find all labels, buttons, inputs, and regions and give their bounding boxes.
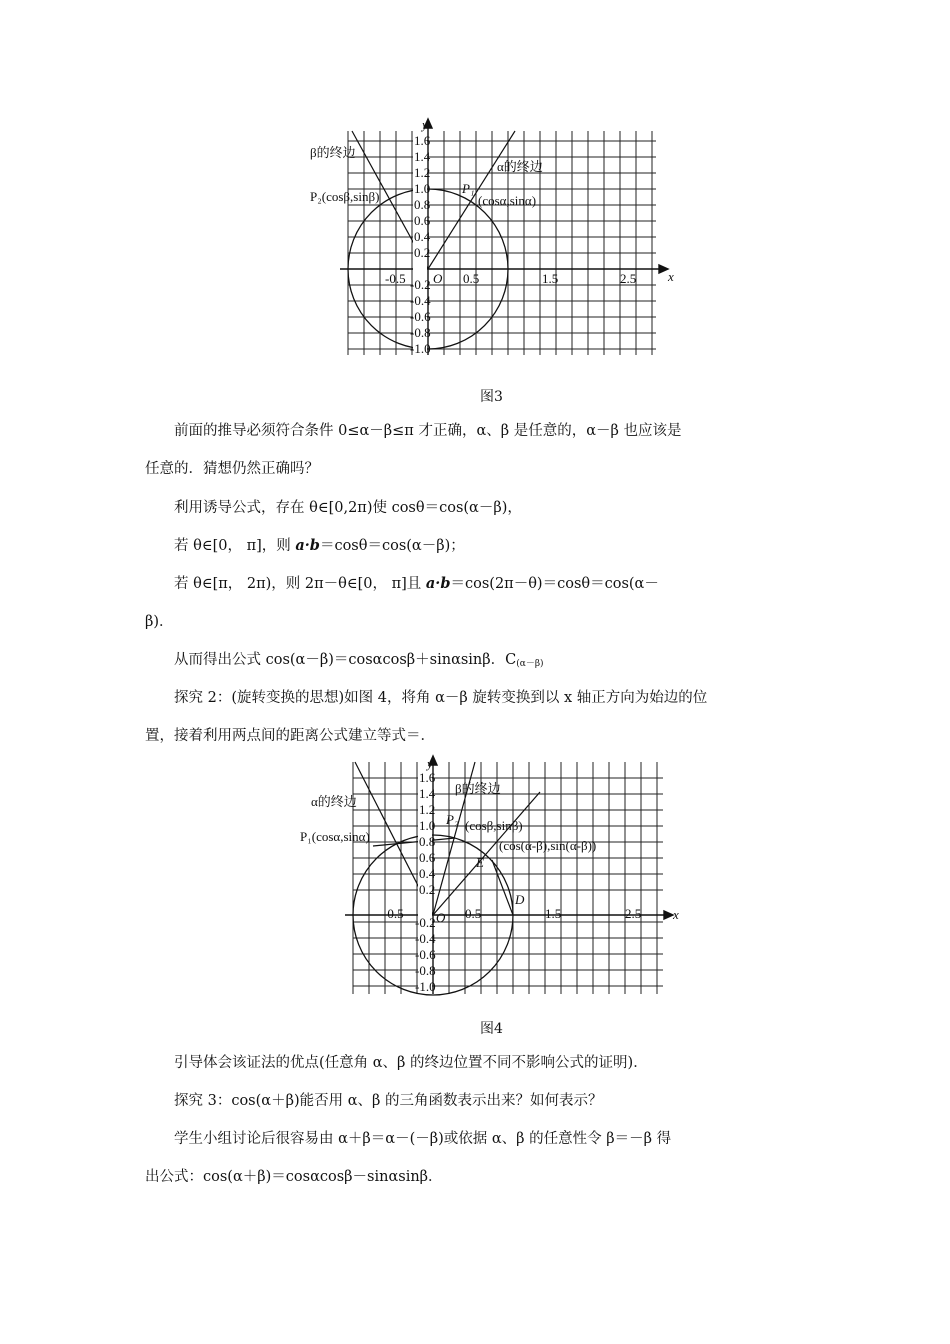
chord-e-d — [492, 860, 513, 915]
y-tick-label: -0.6 — [415, 947, 436, 962]
text-fragment: 若 θ∈[π， 2π)，则 2π－θ∈[0， π]且 — [174, 576, 426, 592]
text-line: 探究 3：cos(α＋β)能否用 α、β 的三角函数表示出来？如何表示？ — [174, 1093, 603, 1109]
y-tick-label: 0.6 — [414, 213, 431, 228]
x-tick-label: 1.5 — [545, 906, 562, 921]
origin-label: O — [436, 910, 446, 925]
text-fragment: ＝cosθ＝cos(α－β)； — [319, 538, 465, 554]
y-tick-label: 1.0 — [414, 181, 431, 196]
text-line: 利用诱导公式，存在 θ∈[0,2π)使 cosθ＝cos(α－β)， — [174, 500, 522, 516]
y-tick-labels — [410, 133, 431, 356]
paragraph-explore-2 — [145, 679, 810, 755]
origin-label: O — [433, 271, 443, 286]
y-tick-label: -0.4 — [410, 293, 431, 308]
x-tick-label: 0.5 — [463, 271, 480, 286]
x-tick-label: -0.5 — [383, 906, 404, 921]
text-line — [145, 565, 810, 603]
p1-coordinate: (cosα,sinα) — [478, 193, 537, 208]
beta-side-label: β的终边 — [455, 781, 501, 796]
y-tick-label: 1.6 — [419, 770, 436, 785]
text-line: β)． — [145, 614, 174, 630]
y-tick-labels — [415, 770, 436, 994]
y-axis-label: y — [427, 756, 433, 771]
paragraph-condition — [145, 412, 810, 488]
paragraph-case-1 — [145, 527, 810, 565]
y-tick-label: -0.2 — [410, 277, 431, 292]
paragraph-discussion — [145, 1120, 810, 1196]
y-tick-label: 0.4 — [414, 229, 431, 244]
text-line: 学生小组讨论后很容易由 α＋β＝α－(－β)或依据 α、β 的任意性令 β＝－β 得 — [174, 1131, 672, 1147]
d-label: D — [515, 892, 525, 907]
y-tick-label: 0.4 — [419, 866, 436, 881]
figure-4 — [295, 752, 695, 1002]
unit-circle-figure-4 — [295, 752, 695, 1002]
text-line: 出公式：cos(α＋β)＝cosαcosβ－sinαsinβ． — [145, 1169, 443, 1185]
y-tick-label: 1.0 — [419, 818, 436, 833]
y-tick-label: 1.2 — [419, 802, 436, 817]
text-line — [145, 641, 810, 683]
text-line: 置，接着利用两点间的距离公式建立等式＝． — [145, 728, 435, 744]
text-line: 探究 2：(旋转变换的思想)如图 4，将角 α－β 旋转变换到以 x 轴正方向为始边的位 — [174, 690, 708, 706]
p1-label: P₁(cosα,sinα) — [300, 829, 370, 844]
e-label: E — [476, 855, 484, 870]
figure-3-caption: 图3 — [480, 389, 503, 405]
p2-label: P₂ — [446, 812, 459, 827]
formula-text: 从而得出公式 cos(α－β)＝cosαcosβ＋sinαsinβ．C — [174, 652, 517, 668]
axes — [345, 756, 673, 994]
text-line: 前面的推导必须符合条件 0≤α－β≤π 才正确，α、β 是任意的，α－β 也应该是 — [174, 423, 682, 439]
y-tick-label: 0.2 — [414, 245, 431, 260]
text-line: 任意的．猜想仍然正确吗？ — [145, 461, 319, 477]
alpha-side-label: α的终边 — [311, 794, 357, 809]
y-tick-label: -1.0 — [410, 341, 431, 356]
x-tick-label: 1.5 — [542, 271, 559, 286]
x-tick-label: 0.5 — [465, 906, 482, 921]
paragraph-induction — [145, 489, 810, 527]
text-line: 引导体会该证法的优点(任意角 α、β 的终边位置不同不影响公式的证明)． — [174, 1055, 648, 1071]
e-coordinate: (cos(α-β),sin(α-β)) — [499, 838, 597, 853]
y-tick-label: 1.4 — [419, 786, 436, 801]
paragraph-explore-3 — [145, 1082, 810, 1120]
p2-coordinate: (cosβ,sinβ) — [465, 818, 523, 833]
beta-side-label: β的终边 — [310, 145, 356, 160]
figure-3 — [300, 115, 680, 360]
alpha-side-label: α的终边 — [497, 159, 543, 174]
y-tick-label: -1.0 — [415, 979, 436, 994]
y-tick-label: -0.8 — [410, 325, 431, 340]
y-tick-label: 0.8 — [414, 197, 431, 212]
text-fragment: ＝cos(2π－θ)＝cosθ＝cos(α－ — [450, 576, 659, 592]
y-tick-label: 1.6 — [414, 133, 431, 148]
y-tick-label: 1.4 — [414, 149, 431, 164]
paragraph-advantage — [145, 1044, 810, 1082]
figure-4-caption: 图4 — [480, 1021, 503, 1037]
text-line — [145, 527, 810, 565]
y-tick-label: 0.2 — [419, 882, 436, 897]
grid — [353, 762, 663, 994]
unit-circle-figure-3 — [300, 115, 680, 360]
text-fragment: 若 θ∈[0， π]，则 — [174, 538, 296, 554]
x-tick-label: -0.5 — [385, 271, 406, 286]
y-tick-label: 1.2 — [414, 165, 431, 180]
formula-subscript: (α－β) — [516, 659, 544, 669]
y-tick-label: -0.6 — [410, 309, 431, 324]
x-axis-label: x — [668, 269, 674, 284]
x-tick-label: 2.5 — [620, 271, 637, 286]
y-tick-label: 0.8 — [419, 834, 436, 849]
paragraph-formula — [145, 641, 810, 683]
dot-product: a·b — [295, 537, 320, 554]
y-tick-label: -0.4 — [415, 931, 436, 946]
x-axis-label: x — [673, 907, 679, 922]
y-tick-label: -0.2 — [415, 915, 436, 930]
p2-label: P₂(cosβ,sinβ) — [310, 189, 380, 204]
y-tick-label: -0.8 — [415, 963, 436, 978]
y-axis-label: y — [422, 117, 428, 132]
dot-product: a·b — [425, 575, 451, 592]
x-tick-label: 2.5 — [625, 906, 642, 921]
p1-label: P₁ — [462, 181, 475, 196]
y-tick-label: 0.6 — [419, 850, 436, 865]
paragraph-case-2 — [145, 565, 810, 641]
